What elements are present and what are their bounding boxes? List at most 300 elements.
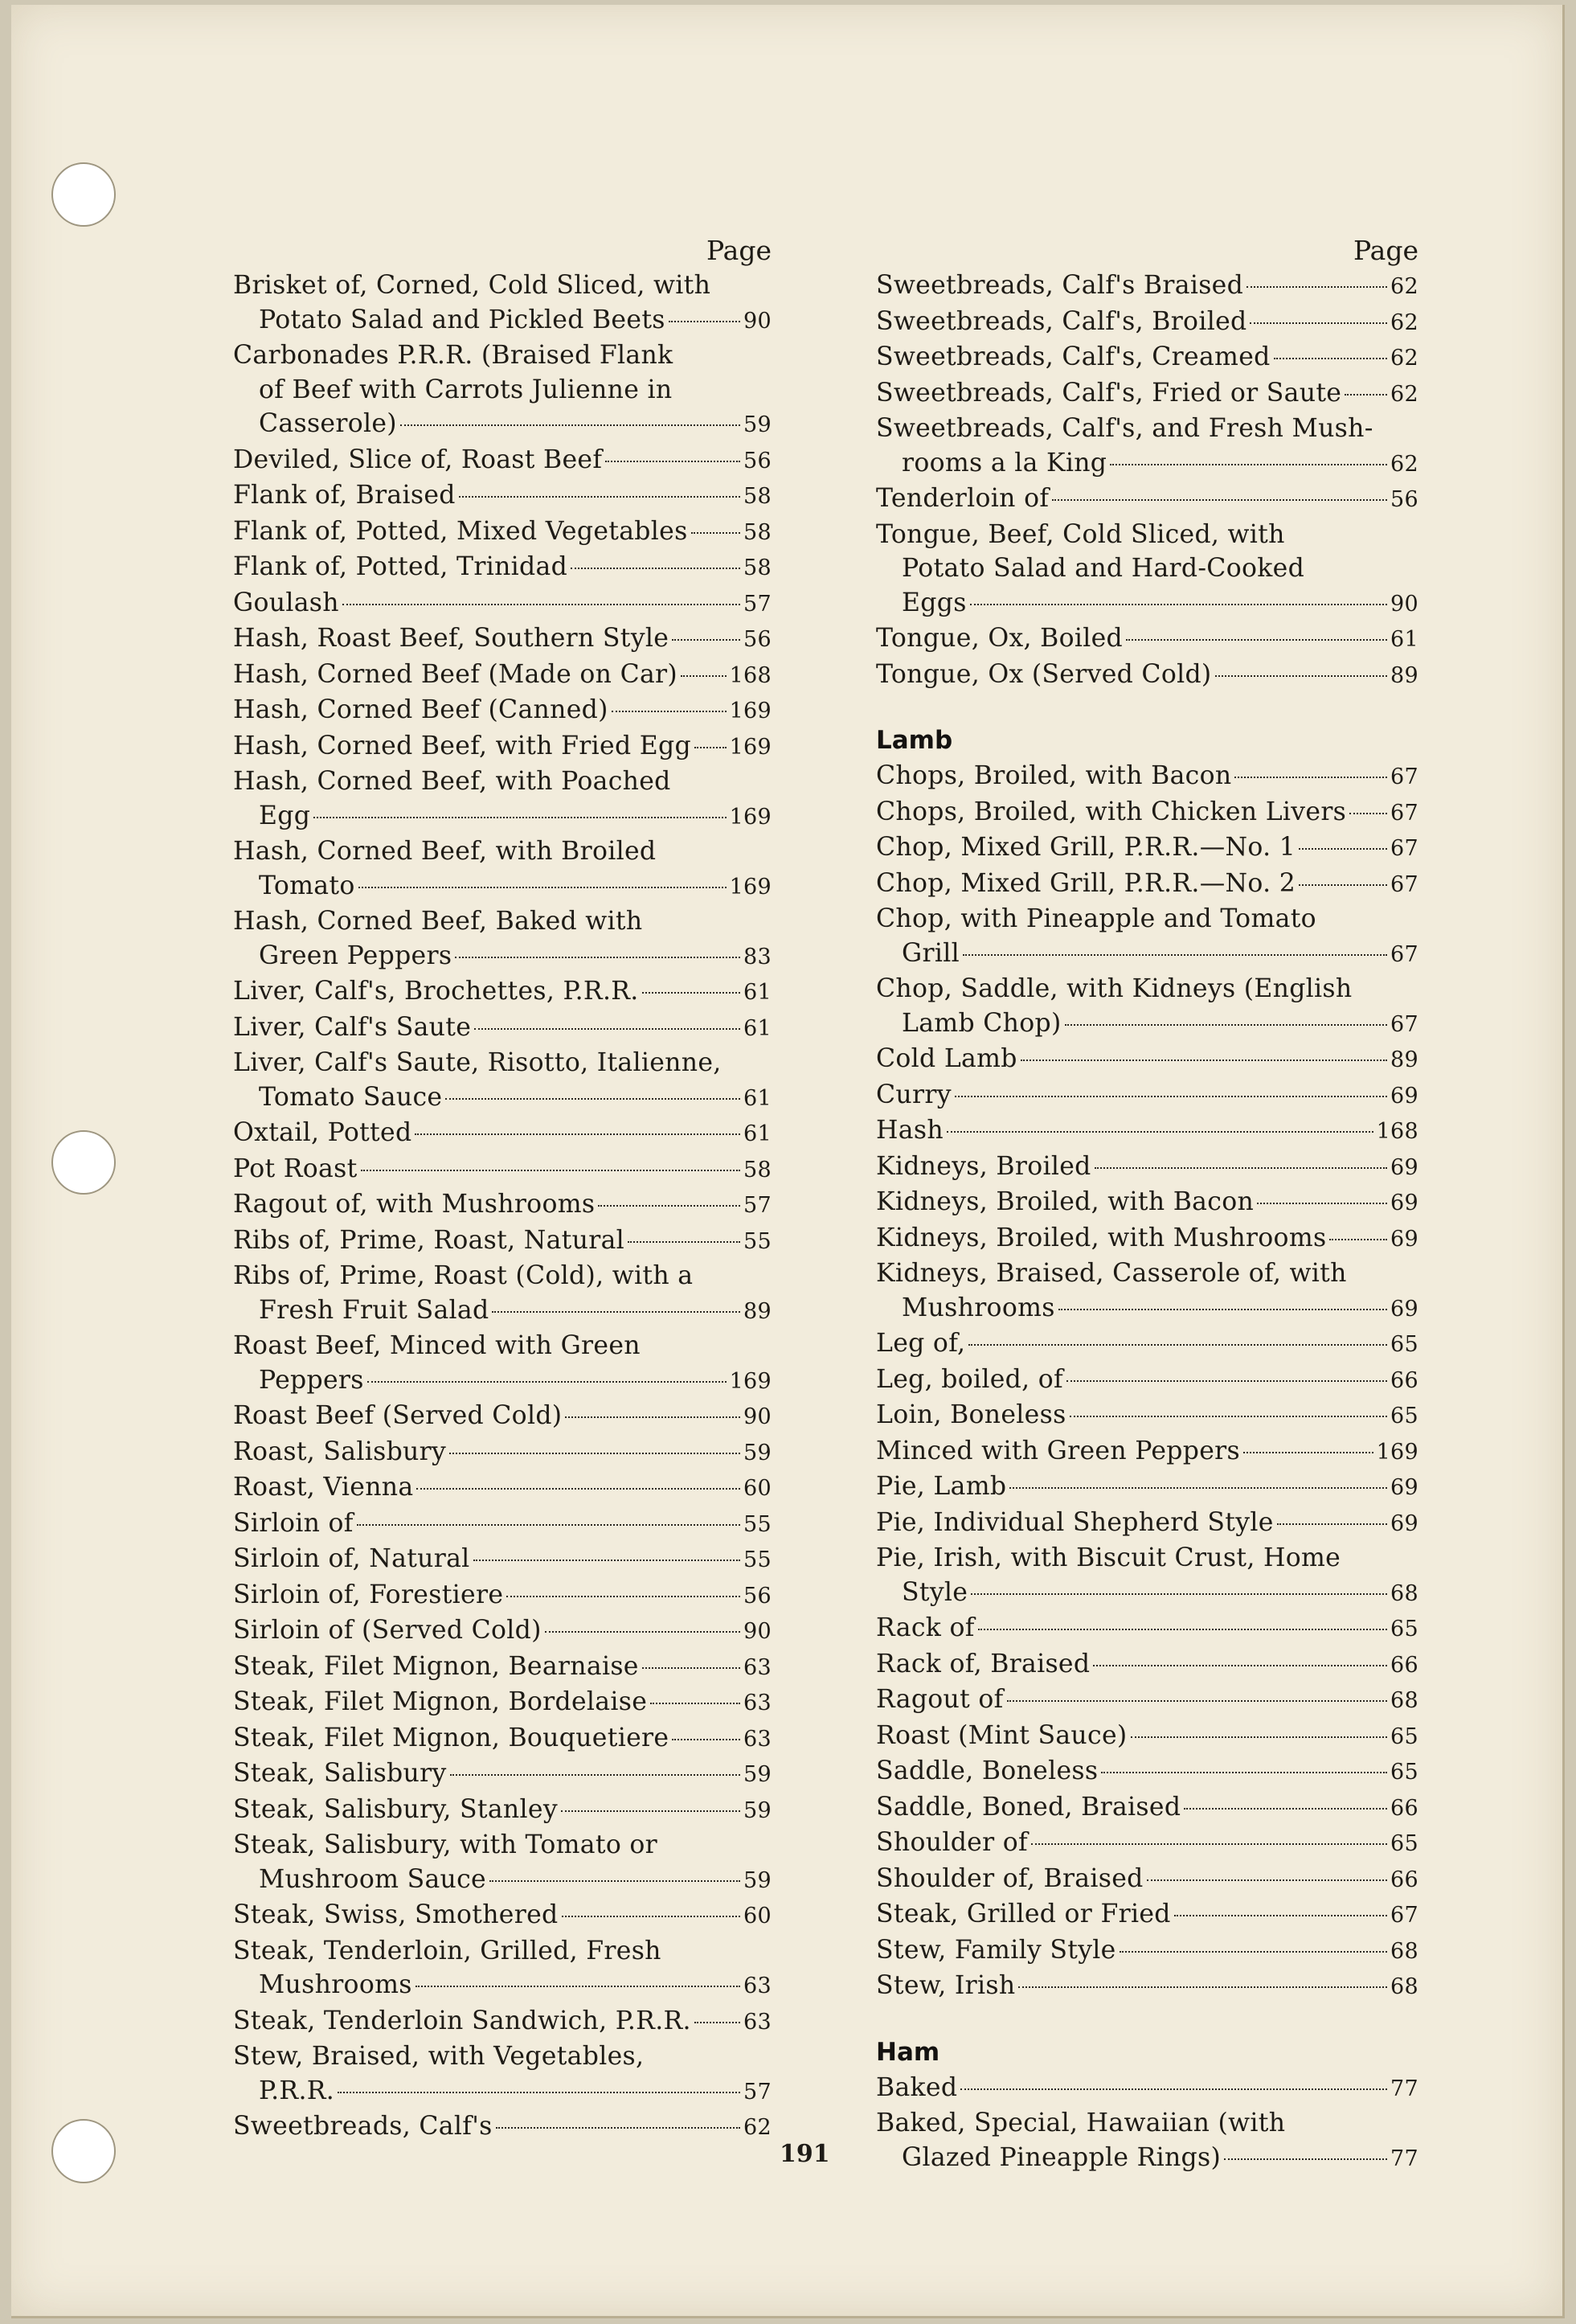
entry-page-number: 66	[1390, 1367, 1418, 1393]
index-entry	[233, 693, 772, 729]
index-entry	[876, 658, 1418, 694]
entry-page-number: 69	[1390, 1510, 1418, 1536]
entry-text: Stew, Irish	[876, 1971, 1016, 2000]
dot-leader	[1007, 1700, 1387, 1702]
entry-final-line	[233, 799, 772, 835]
entry-final-line	[876, 867, 1418, 903]
dot-leader	[496, 2127, 740, 2129]
entry-text: Hash, Corned Beef, Baked with	[233, 907, 643, 936]
entry-final-line	[876, 1291, 1418, 1327]
entry-page-number: 62	[743, 2115, 772, 2140]
dot-leader	[361, 1170, 740, 1171]
index-entry	[233, 1578, 772, 1614]
index-entry	[233, 1542, 772, 1578]
entry-final-line	[233, 693, 772, 729]
entry-page-number: 67	[1390, 800, 1418, 826]
entry-text: Saddle, Boneless	[876, 1756, 1099, 1785]
entry-text: Baked, Special, Hawaiian (with	[876, 2109, 1286, 2138]
entry-page-number: 59	[743, 412, 772, 437]
entry-page-number: 90	[743, 1619, 772, 1644]
entry-final-line	[233, 303, 772, 339]
entry-text: Tomato	[259, 871, 355, 900]
dot-leader	[598, 1205, 740, 1207]
entry-text: Roast Beef, Minced with Green	[233, 1331, 641, 1360]
entry-final-line	[233, 974, 772, 1010]
index-entry	[233, 268, 772, 338]
index-section	[876, 2034, 1418, 2177]
entry-text: Sirloin of, Forestiere	[233, 1580, 504, 1609]
entry-final-line	[876, 340, 1418, 376]
index-entry	[876, 1969, 1418, 2005]
entry-text: Pot Roast	[233, 1154, 358, 1183]
entry-page-number: 62	[1390, 451, 1418, 477]
entry-text: Mushroom Sauce	[259, 1864, 486, 1894]
entry-text: Liver, Calf's, Brochettes, P.R.R.	[233, 977, 639, 1006]
entry-page-number: 69	[1390, 1475, 1418, 1500]
entry-text: Sweetbreads, Calf's	[233, 2112, 493, 2141]
entry-final-line	[233, 729, 772, 765]
index-entry	[876, 412, 1418, 482]
index-entry	[233, 514, 772, 551]
entry-final-line	[876, 759, 1418, 795]
entry-final-line	[233, 443, 772, 479]
entry-final-line	[233, 1010, 772, 1047]
entry-page-number: 59	[743, 1867, 772, 1893]
entry-text: Peppers	[259, 1365, 364, 1395]
entry-page-number: 62	[1390, 274, 1418, 299]
entry-final-line	[233, 1506, 772, 1543]
index-entry	[876, 1862, 1418, 1898]
entry-final-line	[876, 937, 1418, 973]
entry-text: Chops, Broiled, with Bacon	[876, 761, 1232, 790]
index-entry	[233, 443, 772, 479]
index-entry	[876, 1398, 1418, 1434]
entry-page-number: 68	[1390, 1974, 1418, 1999]
entry-text: Egg	[259, 801, 311, 830]
index-entry	[876, 1683, 1418, 1719]
entry-final-line	[876, 268, 1418, 305]
dot-leader	[642, 1667, 740, 1669]
binder-hole	[51, 1130, 116, 1195]
entry-final-line	[233, 1650, 772, 1686]
entry-page-number: 66	[1390, 1867, 1418, 1892]
entry-text: Stew, Family Style	[876, 1935, 1116, 1965]
index-entry	[233, 1828, 772, 1898]
entry-final-line	[876, 1469, 1418, 1506]
entry-page-number: 58	[743, 484, 772, 509]
index-column-left	[233, 235, 772, 2146]
dot-leader	[947, 1131, 1373, 1133]
dot-leader	[970, 604, 1387, 605]
dot-leader	[565, 1416, 740, 1418]
index-entry	[876, 340, 1418, 376]
entry-page-number: 168	[729, 662, 772, 688]
index-entry	[233, 658, 772, 694]
dot-leader	[681, 675, 727, 677]
entry-text: Chop, Saddle, with Kidneys (English	[876, 974, 1353, 1003]
entry-page-number: 63	[743, 1726, 772, 1752]
entry-text: Sirloin of	[233, 1508, 354, 1538]
entry-final-line	[876, 2071, 1418, 2107]
index-entry	[233, 550, 772, 586]
dot-leader	[1095, 1167, 1387, 1169]
entry-text: Roast, Vienna	[233, 1473, 414, 1502]
index-entry	[876, 1790, 1418, 1826]
entry-text: Flank of, Potted, Mixed Vegetables	[233, 516, 688, 546]
entry-text: Potato Salad and Pickled Beets	[259, 305, 665, 334]
index-entry	[876, 1647, 1418, 1683]
entry-text: Carbonades P.R.R. (Braised Flank	[233, 341, 673, 370]
entry-page-number: 169	[729, 804, 772, 830]
dot-leader	[1329, 1239, 1387, 1240]
entry-page-number: 68	[1390, 1580, 1418, 1606]
index-entry	[233, 1470, 772, 1506]
entry-page-number: 83	[743, 944, 772, 969]
entry-text: Kidneys, Broiled	[876, 1151, 1091, 1181]
entry-final-line	[876, 1862, 1418, 1898]
entry-page-number: 58	[743, 519, 772, 545]
dot-leader	[1257, 1203, 1387, 1204]
entry-page-number: 65	[1390, 1831, 1418, 1856]
index-entry	[876, 1185, 1418, 1221]
entry-text: Fresh Fruit Salad	[259, 1295, 489, 1325]
entry-page-number: 65	[1390, 1332, 1418, 1357]
entry-text: Loin, Boneless	[876, 1400, 1066, 1429]
dot-leader	[672, 639, 740, 641]
index-entry	[876, 2071, 1418, 2107]
entry-final-line	[876, 1221, 1418, 1257]
entry-page-number: 63	[743, 1974, 772, 1998]
entry-text: Mushrooms	[902, 1293, 1055, 1322]
section-heading: Lamb	[876, 726, 953, 755]
index-entry	[876, 1469, 1418, 1506]
entry-text: Roast Beef (Served Cold)	[233, 1401, 563, 1430]
entry-final-line	[876, 1647, 1418, 1683]
index-entry	[233, 1435, 772, 1471]
entry-final-line	[233, 621, 772, 658]
entry-text: Green Peppers	[259, 941, 452, 970]
entry-text: Hash, Corned Beef (Canned)	[233, 695, 608, 724]
index-entry	[876, 1541, 1418, 1611]
entry-final-line	[233, 1578, 772, 1614]
entry-text: Kidneys, Braised, Casserole of, with	[876, 1259, 1347, 1288]
index-entry	[876, 1434, 1418, 1470]
index-entry	[233, 621, 772, 658]
entry-text: Grill	[902, 938, 960, 968]
entry-final-line	[233, 1363, 772, 1400]
dot-leader	[1299, 848, 1387, 850]
index-entry	[876, 518, 1418, 622]
index-entry	[233, 1116, 772, 1152]
entry-page-number: 89	[1390, 1047, 1418, 1072]
entry-page-number: 55	[743, 1228, 772, 1254]
dot-leader	[1009, 1487, 1387, 1489]
entry-final-line	[876, 1006, 1418, 1043]
index-entry	[876, 1221, 1418, 1257]
entry-text: Chops, Broiled, with Chicken Livers	[876, 797, 1347, 826]
entry-text: Tongue, Beef, Cold Sliced, with	[876, 519, 1285, 549]
entry-final-line	[876, 1185, 1418, 1221]
entry-final-line	[233, 550, 772, 586]
dot-leader	[545, 1631, 740, 1633]
entry-page-number: 90	[743, 1404, 772, 1429]
entry-final-line	[233, 2004, 772, 2040]
entry-final-line	[233, 1470, 772, 1506]
entry-final-line	[876, 1969, 1418, 2005]
entry-text: Flank of, Potted, Trinidad	[233, 552, 568, 581]
dot-leader	[1250, 322, 1387, 324]
index-entry	[233, 974, 772, 1010]
entry-final-line	[876, 621, 1418, 658]
entry-final-line	[876, 2141, 1418, 2177]
entry-page-number: 168	[1376, 1119, 1418, 1144]
entry-final-line	[876, 658, 1418, 694]
entry-final-line	[876, 1790, 1418, 1826]
index-entry	[233, 1650, 772, 1686]
dot-leader	[455, 957, 740, 958]
entry-text: Leg, boiled, of	[876, 1364, 1063, 1394]
entry-final-line	[233, 1399, 772, 1435]
entry-text: Flank of, Braised	[233, 481, 456, 510]
entry-text: Rack of, Braised	[876, 1649, 1091, 1678]
index-entry	[233, 1685, 772, 1721]
entry-final-line	[876, 1683, 1418, 1719]
dot-leader	[1246, 286, 1387, 288]
entry-page-number: 61	[743, 1085, 772, 1111]
entry-page-number: 57	[743, 591, 772, 617]
binder-hole	[51, 2119, 116, 2183]
entry-text: Stew, Braised, with Vegetables,	[233, 2042, 645, 2071]
index-entry	[876, 867, 1418, 903]
index-entry	[233, 1756, 772, 1793]
index-column-right	[876, 235, 1418, 2176]
entry-page-number: 169	[1376, 1439, 1418, 1465]
index-entry	[876, 376, 1418, 412]
dot-leader	[963, 954, 1387, 956]
dot-leader	[1065, 1024, 1387, 1026]
dot-leader	[650, 1703, 740, 1704]
dot-leader	[338, 2092, 740, 2093]
entry-page-number: 169	[729, 874, 772, 900]
entry-text: P.R.R.	[259, 2076, 335, 2105]
index-entry	[233, 1010, 772, 1047]
entry-page-number: 69	[1390, 1296, 1418, 1322]
entry-text: Saddle, Boned, Braised	[876, 1792, 1181, 1822]
entry-text: Cold Lamb	[876, 1044, 1017, 1073]
dot-leader	[489, 1880, 740, 1882]
entry-text: Sirloin of (Served Cold)	[233, 1616, 542, 1645]
entry-text: Eggs	[902, 588, 967, 617]
entry-page-number: 68	[1390, 1938, 1418, 1964]
entry-page-number: 67	[1390, 1903, 1418, 1928]
entry-final-line	[233, 1152, 772, 1188]
entry-final-line	[876, 1719, 1418, 1755]
index-entry	[233, 1046, 772, 1116]
entry-page-number: 169	[729, 734, 772, 760]
entry-text: Roast, Salisbury	[233, 1437, 447, 1466]
entry-final-line	[876, 305, 1418, 341]
index-entry	[233, 1898, 772, 1934]
index-entry	[233, 2004, 772, 2040]
entry-page-number: 59	[743, 1762, 772, 1787]
dot-leader	[1066, 1380, 1387, 1382]
entry-page-number: 58	[743, 1157, 772, 1182]
entry-final-line	[876, 586, 1418, 622]
entry-final-line	[233, 869, 772, 905]
entry-final-line	[876, 446, 1418, 482]
dot-leader	[691, 532, 740, 534]
index-entry	[876, 1611, 1418, 1647]
entry-final-line	[233, 1968, 772, 2004]
entry-text: Lamb Chop)	[902, 1008, 1062, 1038]
entry-text: Steak, Salisbury	[233, 1759, 447, 1788]
entry-page-number: 67	[1390, 836, 1418, 861]
entry-text: Steak, Filet Mignon, Bouquetiere	[233, 1723, 669, 1752]
entry-page-number: 90	[1390, 591, 1418, 617]
entry-text: Oxtail, Potted	[233, 1118, 412, 1147]
entry-final-line	[233, 1080, 772, 1117]
entry-final-line	[233, 1863, 772, 1899]
dot-leader	[1345, 394, 1387, 396]
dot-leader	[1299, 884, 1387, 886]
entry-text: Deviled, Slice of, Roast Beef	[233, 445, 603, 474]
dot-leader	[474, 1028, 740, 1030]
dot-leader	[1018, 1986, 1387, 1988]
entry-page-number: 56	[743, 1583, 772, 1609]
dot-leader	[605, 461, 740, 462]
entry-text: Leg of,	[876, 1329, 966, 1358]
entry-final-line	[876, 482, 1418, 518]
dot-leader	[1274, 358, 1387, 359]
entry-page-number: 63	[743, 1654, 772, 1680]
index-entry	[233, 904, 772, 974]
dot-leader	[1120, 1951, 1387, 1953]
entry-text: Brisket of, Corned, Cold Sliced, with	[233, 271, 711, 300]
dot-leader	[492, 1311, 740, 1313]
entry-text: of Beef with Carrots Julienne in	[259, 375, 673, 404]
dot-leader	[1174, 1915, 1387, 1916]
entry-page-number: 67	[1390, 1011, 1418, 1037]
entry-page-number: 66	[1390, 1795, 1418, 1821]
index-entry	[233, 1399, 772, 1435]
entry-page-number: 62	[1390, 309, 1418, 335]
index-entry	[876, 1933, 1418, 1969]
entry-page-number: 66	[1390, 1652, 1418, 1678]
entry-text: Mushrooms	[259, 1970, 412, 1999]
entry-text: Rack of	[876, 1613, 975, 1642]
entry-text: Sweetbreads, Calf's Braised	[876, 271, 1244, 300]
entry-final-line	[876, 1506, 1418, 1542]
entry-page-number: 60	[743, 1476, 772, 1501]
index-entry	[876, 1897, 1418, 1933]
dot-leader	[968, 1344, 1387, 1346]
dot-leader	[1126, 639, 1387, 641]
entry-text: Pie, Individual Shepherd Style	[876, 1507, 1274, 1537]
entry-page-number: 61	[743, 1121, 772, 1146]
entry-page-number: 67	[1390, 871, 1418, 897]
page-column-label: Page	[1353, 235, 1418, 266]
entry-final-line	[876, 1826, 1418, 1862]
index-entry	[876, 1113, 1418, 1150]
entry-page-number: 89	[743, 1298, 772, 1324]
entry-text: Steak, Salisbury, Stanley	[233, 1794, 558, 1824]
entry-page-number: 67	[1390, 764, 1418, 789]
entry-text: Steak, Salisbury, with Tomato or	[233, 1830, 658, 1859]
dot-leader	[1093, 1665, 1387, 1666]
entry-final-line	[876, 1113, 1418, 1150]
entry-page-number: 90	[743, 308, 772, 334]
index-entry	[233, 1187, 772, 1223]
dot-leader	[445, 1098, 740, 1100]
entry-page-number: 55	[743, 1547, 772, 1572]
entry-final-line	[233, 586, 772, 622]
entry-page-number: 169	[729, 699, 772, 723]
index-entry	[233, 2039, 772, 2109]
index-entry	[876, 1754, 1418, 1790]
entry-text: Hash, Corned Beef, with Broiled	[233, 837, 657, 866]
index-entry	[233, 1721, 772, 1757]
entry-text: Tongue, Ox, Boiled	[876, 624, 1124, 653]
entry-page-number: 69	[1390, 1191, 1418, 1215]
index-entry	[876, 268, 1418, 305]
entry-text: Baked	[876, 2072, 958, 2102]
index-entry	[233, 1259, 772, 1329]
entry-final-line	[233, 1116, 772, 1152]
dot-leader	[1058, 1309, 1387, 1310]
section-heading: Ham	[876, 2037, 940, 2067]
dot-leader	[506, 1596, 740, 1597]
dot-leader	[313, 817, 726, 818]
entry-text: Ribs of, Prime, Roast, Natural	[233, 1225, 625, 1255]
entry-final-line	[876, 1326, 1418, 1363]
entry-text: Hash, Corned Beef, with Poached	[233, 767, 671, 796]
dot-leader	[669, 321, 740, 322]
entry-final-line	[233, 1721, 772, 1757]
entry-text: Hash, Corned Beef, with Fried Egg	[233, 731, 691, 760]
dot-leader	[1021, 1060, 1387, 1061]
dot-leader	[960, 2088, 1387, 2090]
entry-text: Chop, Mixed Grill, P.R.R.—No. 2	[876, 868, 1296, 898]
entry-text: Chop, Mixed Grill, P.R.R.—No. 1	[876, 833, 1296, 862]
entry-text: Roast (Mint Sauce)	[876, 1720, 1128, 1750]
entry-page-number: 56	[743, 448, 772, 473]
dot-leader	[473, 1560, 740, 1561]
dot-leader	[1110, 464, 1387, 465]
entry-text: Sirloin of, Natural	[233, 1544, 470, 1573]
entry-final-line	[876, 1933, 1418, 1969]
dot-leader	[1234, 777, 1387, 778]
entry-text: Ragout of, with Mushrooms	[233, 1190, 596, 1219]
index-entry	[233, 1793, 772, 1829]
dot-leader	[1031, 1843, 1387, 1845]
dot-leader	[416, 1488, 740, 1490]
entry-final-line	[233, 1223, 772, 1260]
entry-page-number: 59	[743, 1797, 772, 1823]
index-entry	[233, 1934, 772, 2004]
index-entry	[876, 830, 1418, 867]
dot-leader	[628, 1241, 740, 1243]
entry-final-line	[876, 1434, 1418, 1470]
dot-leader	[694, 2022, 740, 2023]
entry-final-line	[233, 1756, 772, 1793]
entry-page-number: 62	[1390, 346, 1418, 371]
dot-leader	[971, 1593, 1387, 1595]
entry-text: Hash, Corned Beef (Made on Car)	[233, 659, 677, 689]
entry-page-number: 61	[743, 1015, 772, 1041]
index-entry	[876, 1719, 1418, 1755]
entry-final-line	[876, 1576, 1418, 1612]
dot-leader	[415, 1986, 740, 1987]
